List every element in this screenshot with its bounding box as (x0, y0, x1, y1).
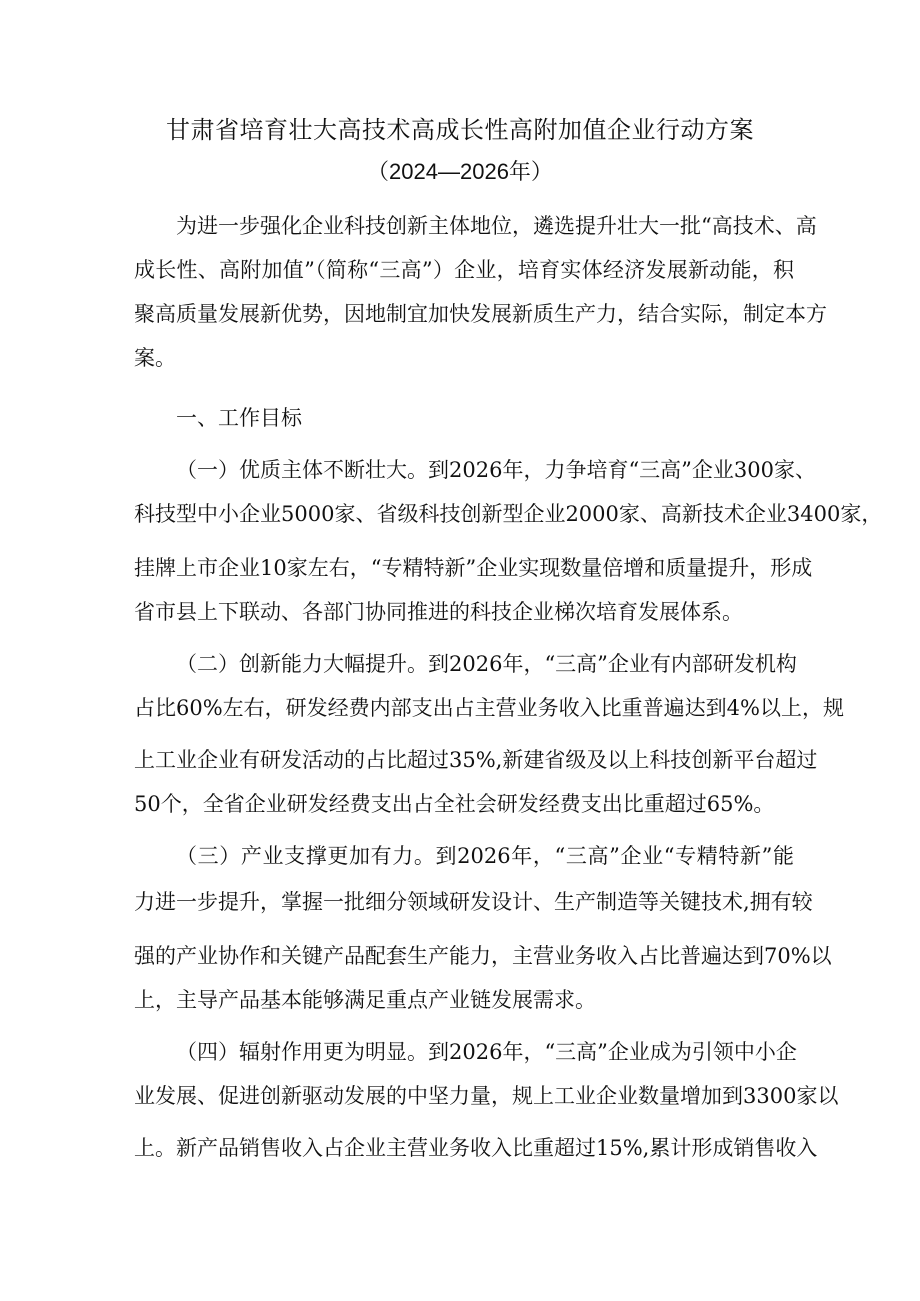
goal3-line: （三）产业支撑更加有力。到2026年，“三高”企业“专精特新”能 (176, 844, 794, 868)
goal2-line: 上工业企业有研发活动的占比超过35%,新建省级及以上科技创新平台超过 (134, 748, 818, 772)
document-title: 甘肃省培育壮大高技术高成长性高附加值企业行动方案 (166, 116, 754, 144)
goal1-line: 挂牌上市企业10家左右，“专精特新”企业实现数量倍增和质量提升，形成 (134, 556, 813, 580)
goal2-line: （二）创新能力大幅提升。到2026年，“三高”企业有内部研发机构 (176, 652, 797, 676)
goal4-line: （四）辐射作用更为明显。到2026年，“三高”企业成为引领中小企 (176, 1040, 797, 1064)
intro-line: 聚高质量发展新优势，因地制宜加快发展新质生产力，结合实际，制定本方 (134, 302, 827, 326)
goal2-line: 50个，全省企业研发经费支出占全社会研发经费支出比重超过65%。 (134, 792, 775, 816)
intro-line: 成长性、高附加值”（简称“三高”）企业，培育实体经济发展新动能，积 (134, 258, 794, 282)
goal2-line: 占比60%左右，研发经费内部支出占主营业务收入比重普遍达到4%以上，规 (134, 696, 844, 720)
intro-line: 为进一步强化企业科技创新主体地位，遴选提升壮大一批“高技术、高 (176, 214, 817, 238)
goal1-line: （一）优质主体不断壮大。到2026年，力争培育“三高”企业300家、 (176, 458, 816, 482)
document-subtitle: （2024—2026年） (367, 159, 553, 184)
goal3-line: 强的产业协作和关键产品配套生产能力，主营业务收入占比普遍达到70%以 (134, 944, 832, 968)
goal1-line: 省市县上下联动、各部门协同推进的科技企业梯次培育发展体系。 (134, 600, 743, 624)
goal4-line: 业发展、促进创新驱动发展的中坚力量，规上工业企业数量增加到3300家以 (134, 1084, 839, 1108)
goal4-line: 上。新产品销售收入占企业主营业务收入比重超过15%,累计形成销售收入 (134, 1136, 818, 1160)
goal3-line: 上，主导产品基本能够满足重点产业链发展需求。 (134, 988, 596, 1012)
goal3-line: 力进一步提升，掌握一批细分领域研发设计、生产制造等关键技术,拥有较 (134, 890, 813, 914)
intro-line: 案。 (134, 346, 176, 370)
goal1-line: 科技型中小企业5000家、省级科技创新型企业2000家、高新技术企业3400家， (134, 502, 883, 526)
section-heading: 一、工作目标 (176, 406, 302, 430)
